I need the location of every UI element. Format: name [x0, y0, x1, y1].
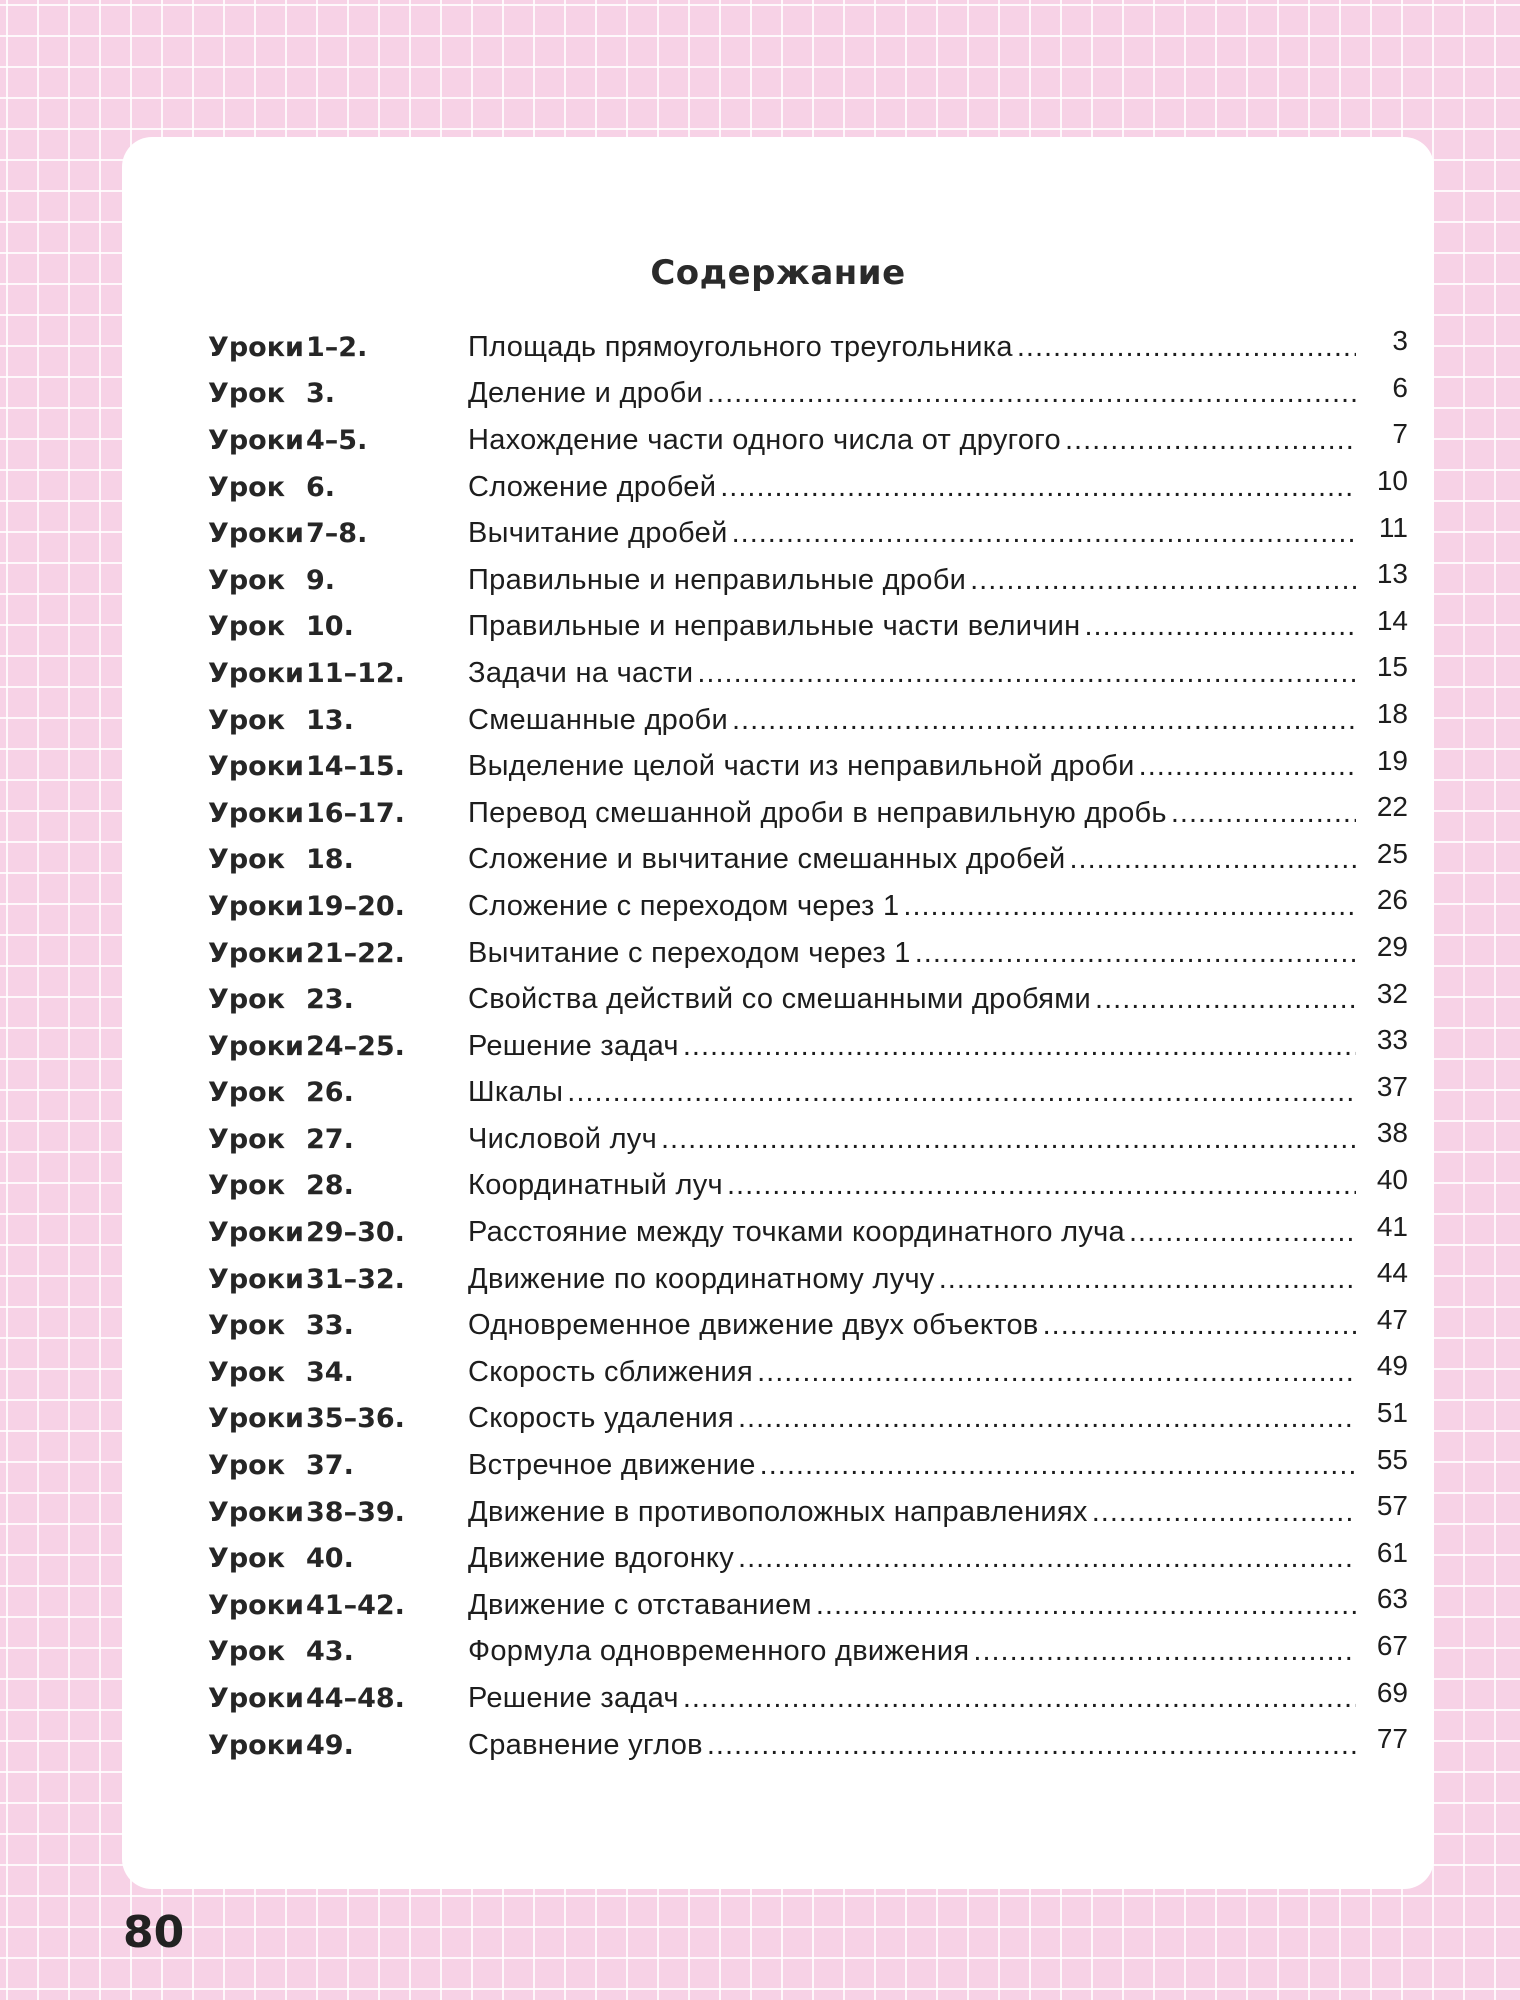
page-number: 80	[123, 1907, 185, 1958]
page-ref: 18	[1376, 698, 1408, 730]
page-ref: 47	[1376, 1303, 1408, 1335]
lesson-label: Уроки	[208, 1403, 304, 1435]
dot-leader	[732, 517, 1356, 550]
toc-row	[208, 697, 1408, 744]
lesson-number: 43.	[306, 1636, 354, 1668]
toc-entry	[468, 890, 1356, 923]
topic-title: Движение в противоположных направлениях	[468, 1495, 1088, 1528]
lesson-label: Уроки	[208, 1589, 304, 1621]
lesson-label: Урок	[208, 1543, 286, 1575]
toc-row	[208, 464, 1408, 511]
topic-title: Формула одновременного движения	[468, 1635, 970, 1668]
lesson-number: 19–20.	[306, 890, 405, 922]
lesson-label: Урок	[208, 1170, 286, 1202]
lesson-label: Уроки	[208, 890, 304, 922]
dot-leader	[567, 1076, 1356, 1109]
dot-leader	[1085, 610, 1357, 643]
toc-row	[208, 650, 1408, 697]
lesson-label: Уроки	[208, 518, 304, 550]
toc-entry	[468, 1402, 1356, 1435]
page-ref: 40	[1376, 1163, 1408, 1195]
dot-leader	[683, 1682, 1356, 1715]
page-ref: 26	[1376, 884, 1408, 916]
toc-entry	[468, 1123, 1356, 1156]
dot-leader	[720, 471, 1356, 504]
toc-entry	[468, 1449, 1356, 1482]
topic-title: Сложение дробей	[468, 470, 717, 503]
lesson-number: 28.	[306, 1170, 354, 1202]
toc-entry	[468, 377, 1356, 410]
lesson-number: 18.	[306, 844, 354, 876]
lesson-number: 6.	[306, 471, 336, 503]
toc-entry	[468, 1216, 1356, 1249]
toc-row	[208, 604, 1408, 651]
toc-row	[208, 417, 1408, 464]
page-ref: 77	[1376, 1723, 1408, 1755]
lesson-label: Урок	[208, 1077, 286, 1109]
lesson-label: Урок	[208, 378, 286, 410]
dot-leader	[707, 377, 1356, 410]
lesson-number: 16–17.	[306, 797, 405, 829]
lesson-number: 10.	[306, 611, 354, 643]
page-ref: 29	[1376, 931, 1408, 963]
lesson-number: 13.	[306, 704, 354, 736]
toc-entry	[468, 1356, 1356, 1389]
page-ref: 11	[1378, 511, 1408, 543]
page-ref: 61	[1376, 1536, 1408, 1568]
lesson-label: Урок	[208, 1356, 286, 1388]
toc-row	[208, 837, 1408, 884]
dot-leader	[727, 1169, 1356, 1202]
toc-row	[208, 1489, 1408, 1536]
topic-title: Одновременное движение двух объектов	[468, 1309, 1039, 1342]
lesson-label: Урок	[208, 984, 286, 1016]
toc-row	[208, 1163, 1408, 1210]
dot-leader	[1095, 983, 1356, 1016]
lesson-number: 9.	[306, 564, 336, 596]
toc-entry	[468, 610, 1356, 643]
page-ref: 51	[1376, 1396, 1408, 1428]
lesson-label: Урок	[208, 611, 286, 643]
lesson-number: 34.	[306, 1356, 354, 1388]
dot-leader	[915, 937, 1356, 970]
toc-entry	[468, 983, 1356, 1016]
lesson-number: 26.	[306, 1077, 354, 1109]
lesson-label: Уроки	[208, 797, 304, 829]
toc-row	[208, 324, 1408, 371]
dot-leader	[1139, 750, 1356, 783]
topic-title: Координатный луч	[468, 1169, 723, 1202]
topic-title: Задачи на части	[468, 656, 694, 689]
toc-entry	[468, 937, 1356, 970]
dot-leader	[1092, 1496, 1356, 1529]
toc-row	[208, 1396, 1408, 1443]
topic-title: Вычитание с переходом через 1	[468, 936, 911, 969]
toc-entry	[468, 657, 1356, 690]
dot-leader	[732, 704, 1356, 737]
toc-row	[208, 790, 1408, 837]
lesson-number: 44–48.	[306, 1683, 405, 1715]
lesson-label: Уроки	[208, 1217, 304, 1249]
topic-title: Смешанные дроби	[468, 703, 728, 736]
toc-row	[208, 1675, 1408, 1722]
lesson-number: 35–36.	[306, 1403, 405, 1435]
topic-title: Свойства действий со смешанными дробями	[468, 983, 1092, 1016]
lesson-number: 24–25.	[306, 1030, 405, 1062]
dot-leader	[683, 1030, 1356, 1063]
lesson-number: 27.	[306, 1123, 354, 1155]
page-ref: 57	[1376, 1490, 1408, 1522]
topic-title: Скорость сближения	[468, 1355, 754, 1388]
lesson-label: Уроки	[208, 937, 304, 969]
toc-entry	[468, 797, 1356, 830]
topic-title: Нахождение части одного числа от другого	[468, 423, 1061, 456]
page-ref: 49	[1376, 1350, 1408, 1382]
lesson-label: Урок	[208, 1123, 286, 1155]
lesson-label: Уроки	[208, 657, 304, 689]
toc-row	[208, 1535, 1408, 1582]
page-ref: 55	[1376, 1443, 1408, 1475]
page-ref: 67	[1376, 1629, 1408, 1661]
toc-entry	[468, 1263, 1356, 1296]
page-ref: 15	[1376, 651, 1408, 683]
table-of-contents	[208, 324, 1408, 1768]
lesson-label: Урок	[208, 471, 286, 503]
dot-leader	[757, 1356, 1356, 1389]
lesson-label: Урок	[208, 564, 286, 596]
lesson-number: 23.	[306, 984, 354, 1016]
topic-title: Сложение с переходом через 1	[468, 889, 900, 922]
lesson-number: 1–2.	[306, 331, 368, 363]
topic-title: Числовой луч	[468, 1122, 657, 1155]
dot-leader	[1129, 1216, 1356, 1249]
page-ref: 19	[1376, 744, 1408, 776]
toc-entry	[468, 1309, 1356, 1342]
lesson-label: Урок	[208, 1310, 286, 1342]
dot-leader	[697, 657, 1356, 690]
topic-title: Решение задач	[468, 1682, 679, 1715]
toc-row	[208, 1023, 1408, 1070]
topic-title: Вычитание дробей	[468, 517, 728, 550]
toc-entry	[468, 1030, 1356, 1063]
toc-entry	[468, 564, 1356, 597]
toc-row	[208, 1582, 1408, 1629]
page-ref: 6	[1392, 371, 1408, 403]
page-ref: 25	[1376, 837, 1408, 869]
dot-leader	[738, 1542, 1356, 1575]
dot-leader	[939, 1263, 1356, 1296]
topic-title: Сравнение углов	[468, 1728, 703, 1761]
page-ref: 14	[1376, 604, 1408, 636]
toc-entry	[468, 704, 1356, 737]
page-ref: 13	[1376, 558, 1408, 590]
topic-title: Правильные и неправильные дроби	[468, 563, 967, 596]
dot-leader	[1017, 331, 1356, 364]
dot-leader	[1065, 424, 1356, 457]
toc-row	[208, 1302, 1408, 1349]
topic-title: Правильные и неправильные части величин	[468, 610, 1081, 643]
contents-card	[122, 137, 1434, 1889]
lesson-number: 33.	[306, 1310, 354, 1342]
lesson-label: Урок	[208, 844, 286, 876]
toc-row	[208, 510, 1408, 557]
lesson-number: 37.	[306, 1450, 354, 1482]
lesson-number: 7–8.	[306, 518, 368, 550]
toc-entry	[468, 517, 1356, 550]
toc-entry	[468, 1542, 1356, 1575]
page-ref: 69	[1376, 1676, 1408, 1708]
topic-title: Выделение целой части из неправильной дроби	[468, 750, 1135, 783]
lesson-number: 11–12.	[306, 657, 405, 689]
toc-entry	[468, 424, 1356, 457]
lesson-number: 21–22.	[306, 937, 405, 969]
page-ref: 10	[1376, 465, 1408, 497]
lesson-label: Урок	[208, 1636, 286, 1668]
lesson-label: Уроки	[208, 1729, 304, 1761]
lesson-label: Уроки	[208, 1683, 304, 1715]
dot-leader	[707, 1729, 1356, 1762]
page-title: Содержание	[650, 253, 906, 293]
dot-leader	[661, 1123, 1356, 1156]
page-ref: 44	[1376, 1257, 1408, 1289]
lesson-number: 49.	[306, 1729, 354, 1761]
toc-row	[208, 371, 1408, 418]
page-ref: 32	[1376, 977, 1408, 1009]
dot-leader	[1070, 843, 1357, 876]
topic-title: Встречное движение	[468, 1449, 756, 1482]
topic-title: Площадь прямоугольного треугольника	[468, 330, 1013, 363]
page-ref: 37	[1376, 1070, 1408, 1102]
lesson-number: 4–5.	[306, 424, 368, 456]
topic-title: Деление и дроби	[468, 377, 703, 410]
lesson-label: Уроки	[208, 424, 304, 456]
toc-row	[208, 743, 1408, 790]
dot-leader	[973, 1635, 1356, 1668]
lesson-number: 31–32.	[306, 1263, 405, 1295]
page-ref: 41	[1376, 1210, 1408, 1242]
lesson-label: Урок	[208, 704, 286, 736]
dot-leader	[1171, 797, 1356, 830]
toc-entry	[468, 1169, 1356, 1202]
page-ref: 7	[1392, 418, 1408, 450]
toc-row	[208, 1442, 1408, 1489]
lesson-number: 40.	[306, 1543, 354, 1575]
toc-entry	[468, 1496, 1356, 1529]
toc-entry	[468, 1729, 1356, 1762]
lesson-label: Урок	[208, 1450, 286, 1482]
toc-row	[208, 1070, 1408, 1117]
topic-title: Расстояние между точками координатного луча	[468, 1216, 1125, 1249]
topic-title: Перевод смешанной дроби в неправильную дробь	[468, 796, 1167, 829]
dot-leader	[816, 1589, 1356, 1622]
dot-leader	[760, 1449, 1356, 1482]
dot-leader	[903, 890, 1356, 923]
toc-entry	[468, 331, 1356, 364]
toc-entry	[468, 1635, 1356, 1668]
page-ref: 38	[1376, 1117, 1408, 1149]
lesson-number: 38–39.	[306, 1496, 405, 1528]
lesson-number: 3.	[306, 378, 336, 410]
lesson-number: 29–30.	[306, 1217, 405, 1249]
lesson-label: Уроки	[208, 1496, 304, 1528]
topic-title: Решение задач	[468, 1029, 679, 1062]
toc-row	[208, 930, 1408, 977]
toc-entry	[468, 1682, 1356, 1715]
page-ref: 33	[1376, 1024, 1408, 1056]
lesson-label: Уроки	[208, 331, 304, 363]
topic-title: Шкалы	[468, 1076, 564, 1109]
toc-entry	[468, 471, 1356, 504]
lesson-number: 41–42.	[306, 1589, 405, 1621]
topic-title: Движение с отставанием	[468, 1588, 812, 1621]
lesson-label: Уроки	[208, 1263, 304, 1295]
toc-entry	[468, 843, 1356, 876]
toc-row	[208, 1116, 1408, 1163]
toc-row	[208, 1629, 1408, 1676]
toc-row	[208, 1256, 1408, 1303]
toc-row	[208, 1722, 1408, 1769]
topic-title: Скорость удаления	[468, 1402, 734, 1435]
toc-row	[208, 1349, 1408, 1396]
toc-entry	[468, 1589, 1356, 1622]
toc-row	[208, 1209, 1408, 1256]
lesson-label: Уроки	[208, 751, 304, 783]
topic-title: Движение по координатному лучу	[468, 1262, 935, 1295]
toc-entry	[468, 1076, 1356, 1109]
toc-entry	[468, 750, 1356, 783]
topic-title: Движение вдогонку	[468, 1542, 735, 1575]
lesson-label: Уроки	[208, 1030, 304, 1062]
dot-leader	[738, 1402, 1356, 1435]
dot-leader	[1043, 1309, 1356, 1342]
lesson-number: 14–15.	[306, 751, 405, 783]
toc-row	[208, 557, 1408, 604]
topic-title: Сложение и вычитание смешанных дробей	[468, 843, 1066, 876]
page-ref: 22	[1376, 791, 1408, 823]
page-ref: 3	[1392, 325, 1408, 357]
toc-row	[208, 976, 1408, 1023]
dot-leader	[970, 564, 1356, 597]
page-ref: 63	[1376, 1583, 1408, 1615]
toc-row	[208, 883, 1408, 930]
